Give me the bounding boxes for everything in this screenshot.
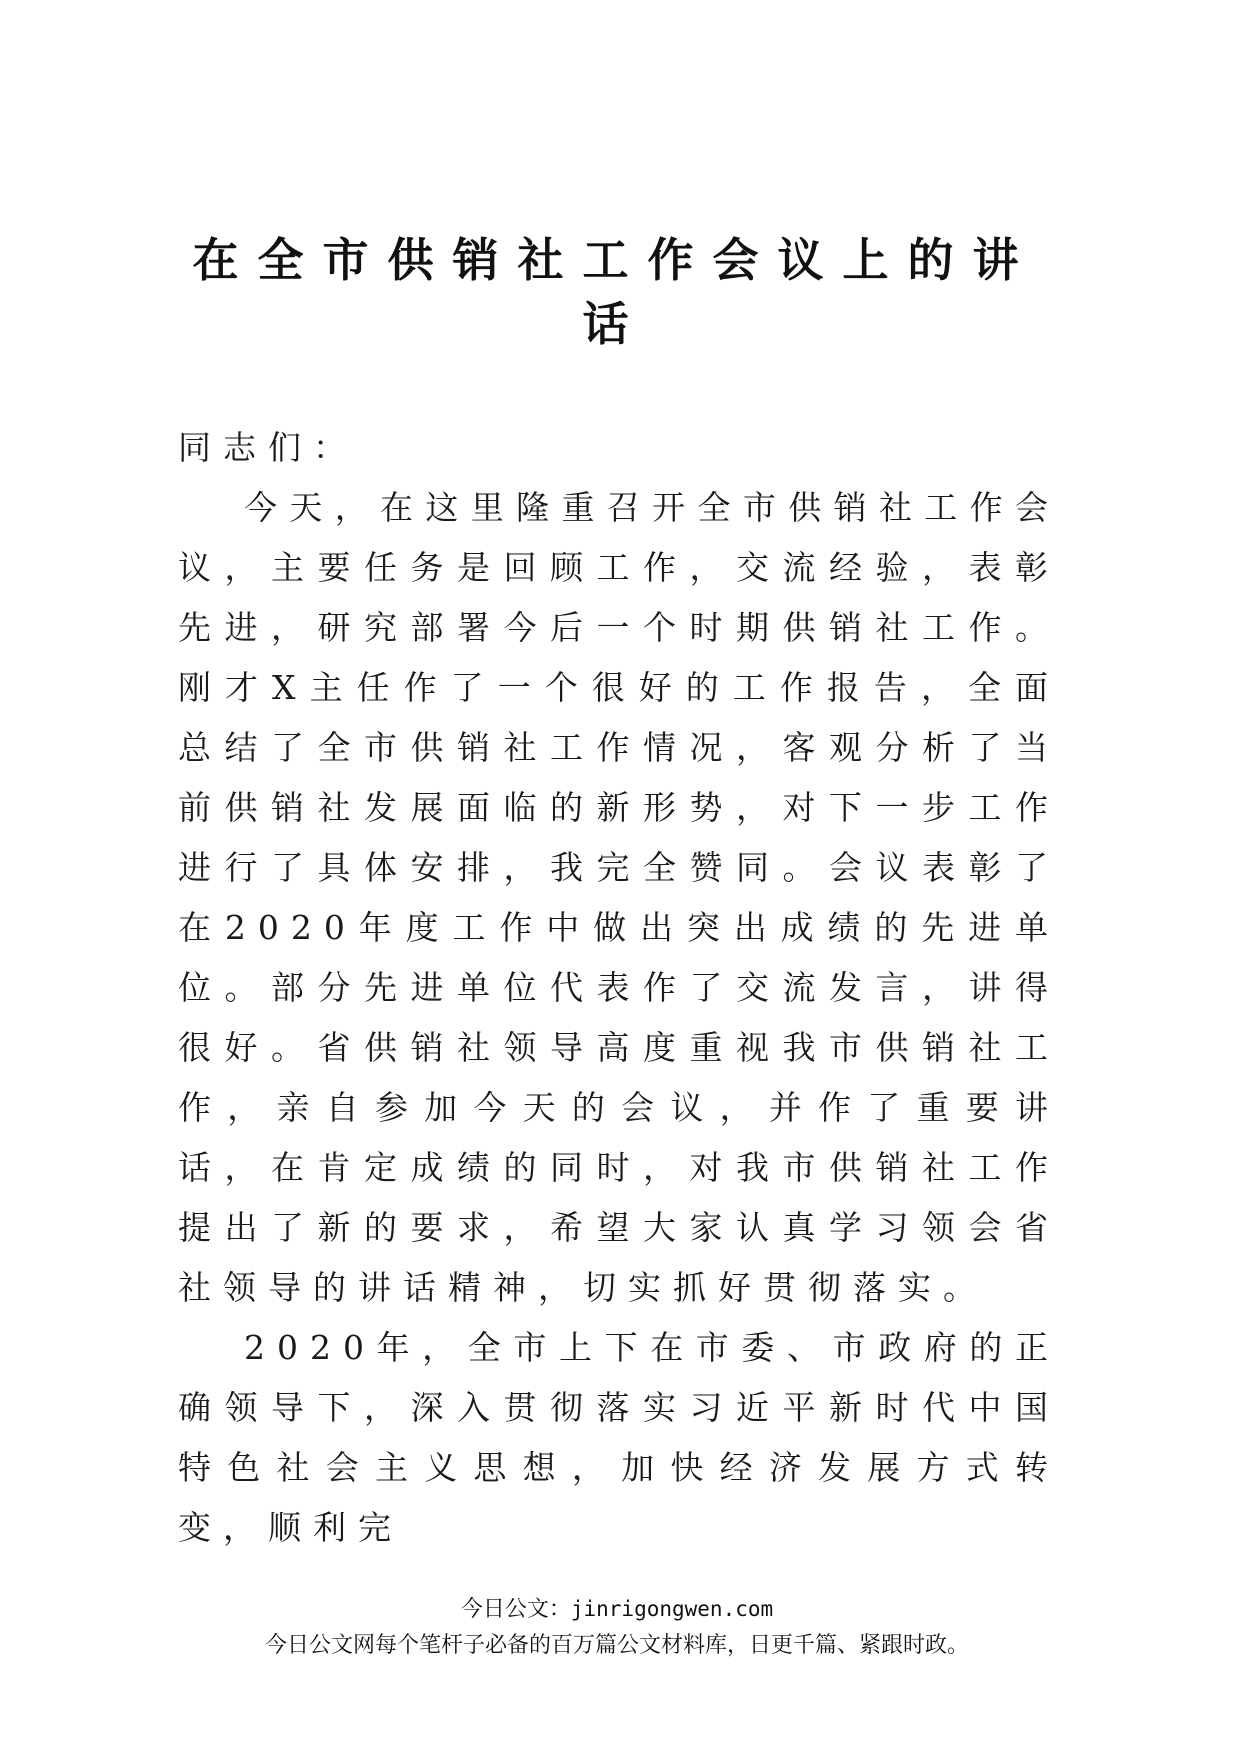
paragraph-2: 2020年，全市上下在市委、市政府的正确领导下，深入贯彻落实习近平新时代中国特色社会主义思想，加快经济发展方式转变，顺利完: [178, 1328, 1060, 1547]
footer-site-url[interactable]: jinrigongwen.com: [570, 1597, 774, 1621]
footer-slogan: 今日公文网每个笔杆子必备的百万篇公文材料库，日更千篇、紧跟时政。: [264, 1633, 969, 1658]
salutation: 同志们：: [178, 428, 358, 467]
document-body: [178, 418, 1060, 1558]
footer-site-line: [0, 1592, 1234, 1623]
paragraph-1: 今天，在这里隆重召开全市供销社工作会议，主要任务是回顾工作，交流经验，表彰先进，研究部署今后一个时期供销社工作。刚才X主任作了一个很好的工作报告，全面总结了全市供销社工作情况，客观分析了当前供销社发展面临的新形势，对下一步工作进行了具体安排，我完全赞同。会议表彰了在2020年度工作中做出突出成绩的先进单位。部分先进单位代表作了交流发言，讲得很好。省供销社领导高度重视我市供销社工作，亲自参加今天的会议，并作了重要讲话，在肯定成绩的同时，对我市供销社工作提出了新的要求，希望大家认真学习领会省社领导的讲话精神，切实抓好贯彻落实。: [178, 488, 1060, 1307]
title-line-1: 在全市供销社工作会议上的讲: [192, 233, 1038, 287]
document-title: [180, 228, 1050, 356]
title-line-2: 话: [582, 297, 648, 351]
footer-site-label: 今日公文：: [460, 1597, 571, 1622]
